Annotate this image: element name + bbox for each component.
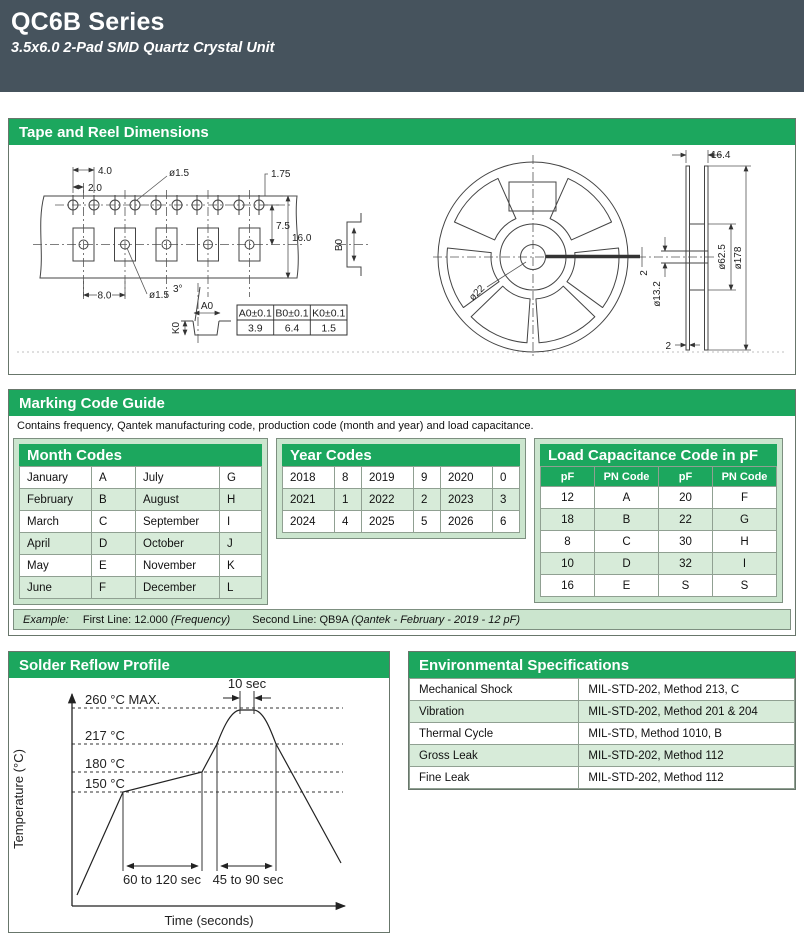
cell: C: [92, 511, 136, 533]
cell: G: [220, 467, 262, 489]
table-row: [20, 577, 262, 599]
cell: 2023: [441, 489, 493, 511]
dim-hub-dia: ø62.5: [717, 244, 728, 270]
cell: 8: [335, 467, 362, 489]
cell: November: [136, 555, 220, 577]
ref-label-180: 180 °C: [85, 756, 125, 771]
spec-name: Mechanical Shock: [410, 679, 579, 701]
dim-slot-thickness: 2: [639, 270, 650, 276]
cell: October: [136, 533, 220, 555]
cell: F: [713, 487, 777, 509]
example-first-line: First Line: 12.000: [82, 614, 168, 626]
marking-code-description: Contains frequency, Qantek manufacturing code, production code (month and year) and load capacitance.: [17, 420, 534, 432]
dim-edge-margin: 1.75: [271, 169, 291, 180]
table-row: [20, 511, 262, 533]
year-codes-table: [282, 466, 520, 533]
cell: D: [92, 533, 136, 555]
cell: 4: [335, 511, 362, 533]
cell: February: [20, 489, 92, 511]
cell: A: [92, 467, 136, 489]
table-row: [20, 467, 262, 489]
cell: June: [20, 577, 92, 599]
cell: S: [659, 575, 713, 597]
cell: 12: [541, 487, 595, 509]
pocket-cross-section: [171, 283, 231, 345]
marking-code-section-title: Marking Code Guide: [9, 390, 795, 416]
column-header: PN Code: [595, 467, 659, 487]
column-header: PN Code: [713, 467, 777, 487]
cell: 2024: [283, 511, 335, 533]
table-row: [410, 767, 795, 789]
spec-name: Thermal Cycle: [410, 723, 579, 745]
dim-k0-label: K0: [171, 321, 182, 335]
marking-example: [13, 609, 791, 630]
cell: 9: [414, 467, 441, 489]
cell: 8: [541, 531, 595, 553]
table-row: [283, 511, 520, 533]
dim-table-value-a0: 3.9: [247, 322, 263, 335]
dim-b0-label: B0: [334, 238, 345, 252]
cell: 18: [541, 509, 595, 531]
spec-value: MIL-STD-202, Method 112: [579, 767, 795, 789]
table-row: [541, 553, 777, 575]
cell: E: [595, 575, 659, 597]
cell: C: [595, 531, 659, 553]
example-second-line: Second Line: QB9A: [252, 614, 349, 626]
tape-reel-section: [8, 118, 796, 375]
load-capacitance-table: [540, 466, 777, 597]
bottom-row: [8, 651, 796, 933]
cell: D: [595, 553, 659, 575]
dim-draft-angle: 3°: [173, 284, 183, 295]
table-row: [410, 745, 795, 767]
table-row: [410, 679, 795, 701]
ref-label-150: 150 °C: [85, 776, 125, 791]
cell: 2: [414, 489, 441, 511]
cell: 3: [493, 489, 520, 511]
page-banner: [0, 0, 804, 92]
cell: L: [220, 577, 262, 599]
table-row: [410, 723, 795, 745]
cell: 0: [493, 467, 520, 489]
cell: 2025: [362, 511, 414, 533]
month-codes-panel: [13, 438, 268, 605]
cell: 22: [659, 509, 713, 531]
dim-a0-label: A0: [200, 301, 214, 312]
tape-reel-drawing: [9, 145, 795, 374]
cell: May: [20, 555, 92, 577]
dim-bore-dia: ø13.2: [652, 281, 663, 307]
marking-code-panels: [9, 435, 795, 607]
column-header: pF: [541, 467, 595, 487]
ref-label-217: 217 °C: [85, 728, 125, 743]
cell: July: [136, 467, 220, 489]
dim-flange-dia: ø178: [733, 246, 744, 270]
environmental-section: [408, 651, 796, 790]
table-row: [541, 509, 777, 531]
month-codes-table: [19, 466, 262, 599]
soak-duration-label: 60 to 120 sec: [122, 872, 202, 887]
spec-name: Fine Leak: [410, 767, 579, 789]
table-header-row: [541, 467, 777, 487]
cell: 2018: [283, 467, 335, 489]
column-header: pF: [659, 467, 713, 487]
reflow-section: [8, 651, 390, 933]
dim-table-header-b0: B0±0.1: [275, 307, 309, 320]
cell: March: [20, 511, 92, 533]
load-capacitance-title: Load Capacitance Code in pF: [540, 444, 777, 466]
table-row: [20, 533, 262, 555]
dim-reel-hub-dia: ø22: [467, 283, 488, 304]
year-codes-panel: [276, 438, 526, 539]
cell: J: [220, 533, 262, 555]
dim-table-header-k0: K0±0.1: [312, 307, 346, 320]
table-row: [20, 555, 262, 577]
cell: E: [92, 555, 136, 577]
page-title: QC6B Series: [11, 8, 165, 36]
dim-reel-width: 16.4: [711, 150, 731, 161]
cell: H: [220, 489, 262, 511]
year-codes-title: Year Codes: [282, 444, 520, 466]
spec-name: Vibration: [410, 701, 579, 723]
cell: 2022: [362, 489, 414, 511]
table-row: [541, 531, 777, 553]
dim-flange-thickness: 2: [665, 341, 671, 352]
dim-tape-width: 16.0: [292, 233, 312, 244]
pocket-side-profile: [334, 213, 371, 276]
example-second-note: (Qantek - February - 2019 - 12 pF): [351, 614, 521, 626]
example-label: Example:: [23, 614, 69, 626]
y-axis-label: Temperature (°C): [11, 749, 26, 849]
cell: A: [595, 487, 659, 509]
cell: December: [136, 577, 220, 599]
spec-value: MIL-STD-202, Method 201 & 204: [579, 701, 795, 723]
cell: H: [713, 531, 777, 553]
cell: I: [713, 553, 777, 575]
cell: 2020: [441, 467, 493, 489]
tape-strip-view: [33, 166, 312, 302]
table-row: [20, 489, 262, 511]
table-row: [283, 489, 520, 511]
month-codes-title: Month Codes: [19, 444, 262, 466]
cell: 16: [541, 575, 595, 597]
dim-pocket-pitch: 8.0: [97, 290, 112, 302]
spec-value: MIL-STD-202, Method 213, C: [579, 679, 795, 701]
reflow-chart: [9, 678, 389, 932]
load-capacitance-panel: [534, 438, 783, 603]
cell: April: [20, 533, 92, 555]
cell: 2026: [441, 511, 493, 533]
spec-value: MIL-STD-202, Method 112: [579, 745, 795, 767]
cell: 30: [659, 531, 713, 553]
reel-side-view: [652, 150, 751, 352]
cell: G: [713, 509, 777, 531]
cell: 32: [659, 553, 713, 575]
table-row: [283, 467, 520, 489]
tape-dim-table: [237, 305, 347, 335]
ref-label-260: 260 °C MAX.: [85, 692, 161, 707]
cell: F: [92, 577, 136, 599]
cell: 6: [493, 511, 520, 533]
dim-hole-pitch: 4.0: [98, 166, 112, 177]
dim-table-value-k0: 1.5: [321, 322, 337, 335]
spec-value: MIL-STD, Method 1010, B: [579, 723, 795, 745]
cell: K: [220, 555, 262, 577]
cell: S: [713, 575, 777, 597]
cell: 2019: [362, 467, 414, 489]
cell: 2021: [283, 489, 335, 511]
dim-table-value-b0: 6.4: [284, 322, 300, 335]
cell: I: [220, 511, 262, 533]
environmental-table: [409, 678, 795, 789]
table-row: [541, 487, 777, 509]
example-first-note: (Frequency): [170, 614, 231, 626]
marking-code-section: [8, 389, 796, 636]
cell: 1: [335, 489, 362, 511]
tape-reel-section-title: Tape and Reel Dimensions: [9, 119, 795, 145]
liquidus-duration-label: 45 to 90 sec: [212, 872, 284, 887]
cell: B: [92, 489, 136, 511]
cell: January: [20, 467, 92, 489]
dim-table-header-a0: A0±0.1: [238, 307, 272, 320]
dim-sprocket-hole-dia: ø1.5: [169, 168, 190, 179]
spec-name: Gross Leak: [410, 745, 579, 767]
cell: August: [136, 489, 220, 511]
reel-front-view: [433, 155, 655, 359]
environmental-section-title: Environmental Specifications: [409, 652, 795, 678]
table-row: [410, 701, 795, 723]
peak-duration-label: 10 sec: [227, 678, 267, 691]
x-axis-label: Time (seconds): [164, 913, 254, 928]
cell: 20: [659, 487, 713, 509]
cell: September: [136, 511, 220, 533]
reflow-section-title: Solder Reflow Profile: [9, 652, 389, 678]
cell: 5: [414, 511, 441, 533]
page-subtitle: 3.5x6.0 2-Pad SMD Quartz Crystal Unit: [11, 39, 275, 56]
dim-pocket-hole-dia: ø1.5: [149, 290, 170, 301]
cell: B: [595, 509, 659, 531]
table-row: [541, 575, 777, 597]
drop-lines: [123, 691, 276, 871]
dim-hole-offset: 2.0: [88, 183, 102, 194]
dim-hole-to-pocket: 7.5: [276, 221, 290, 232]
duration-arrows: [127, 698, 272, 866]
cell: 10: [541, 553, 595, 575]
